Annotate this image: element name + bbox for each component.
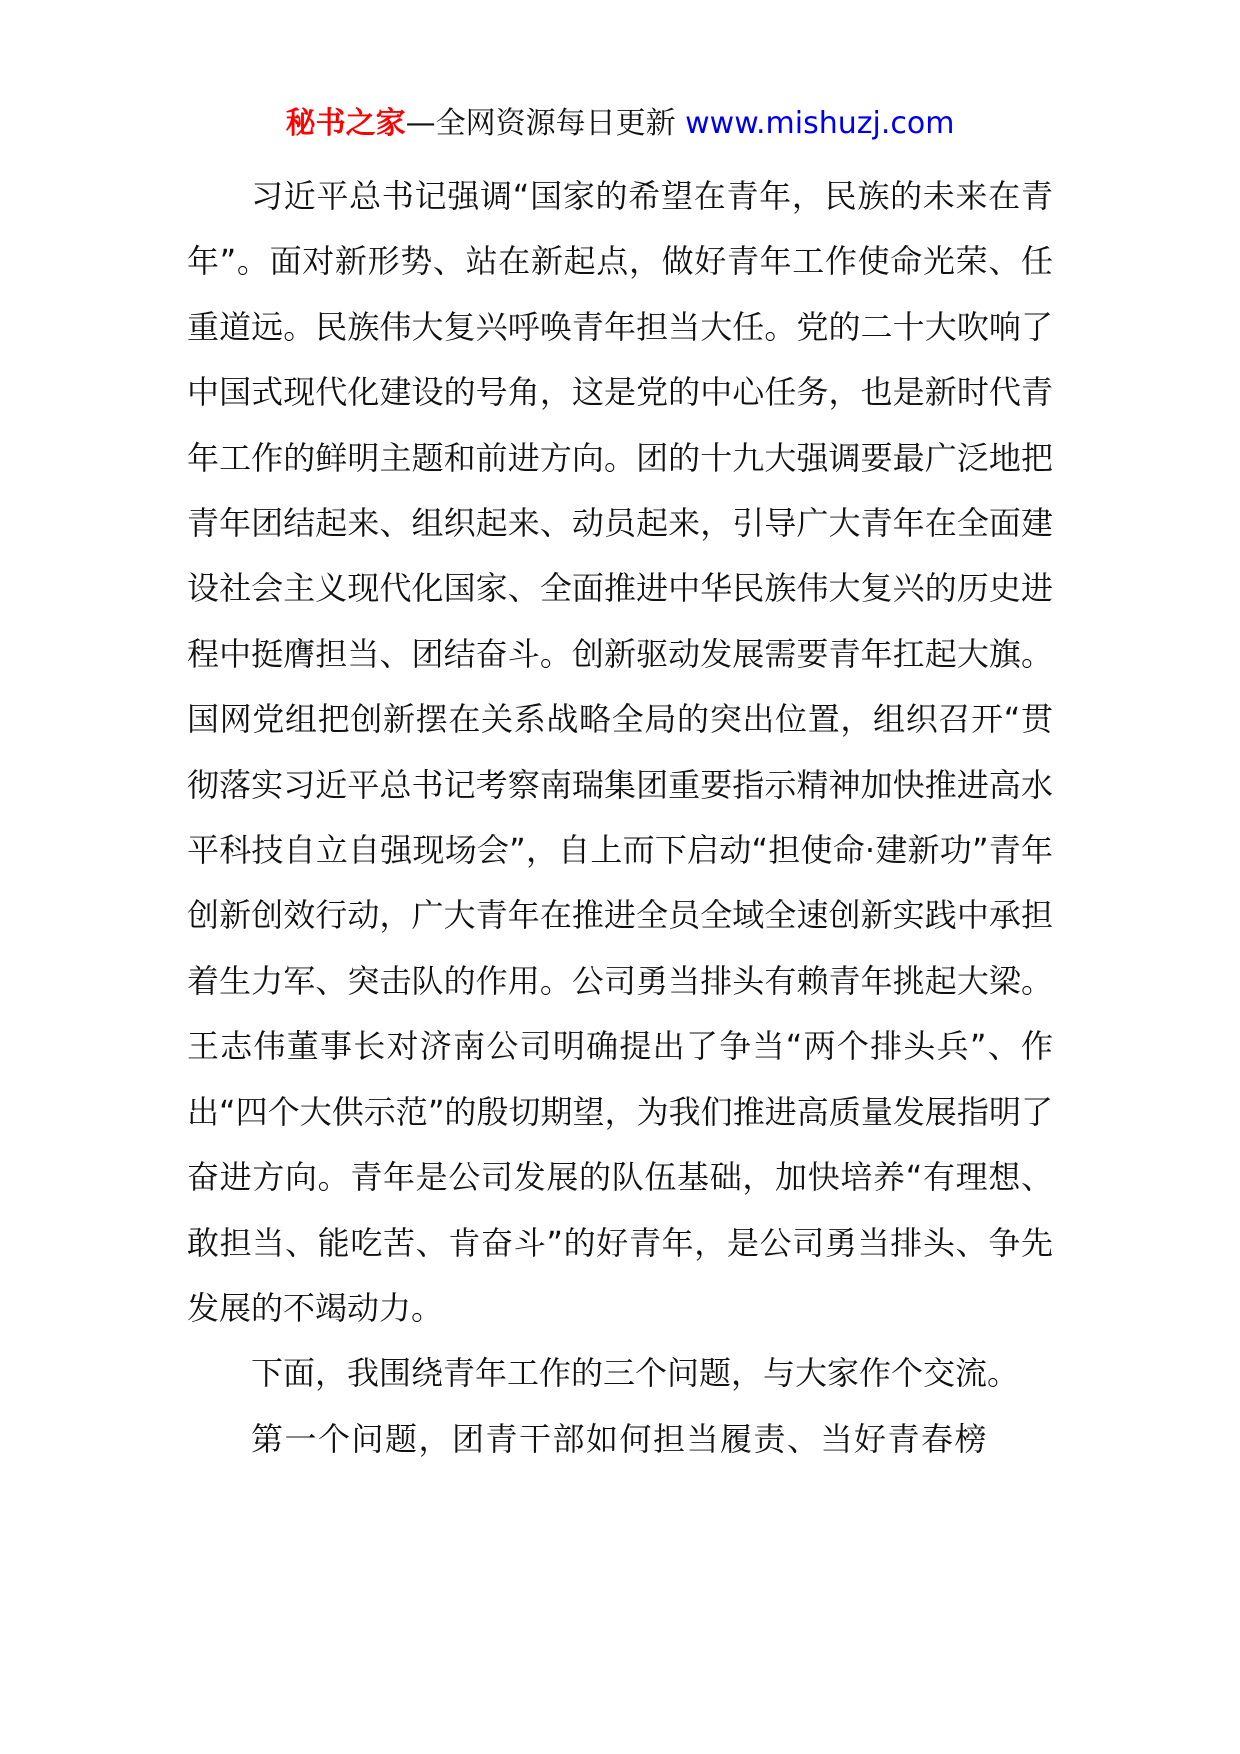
- document-body: [187, 164, 1053, 1472]
- page-header: [0, 102, 1240, 146]
- paragraph-transition: 下面，我围绕青年工作的三个问题，与大家作个交流。: [251, 1354, 1020, 1393]
- paragraph-intro: 习近平总书记强调“国家的希望在青年，民族的未来在青年”。面对新形势、站在新起点，做好青年工作使命光荣、任重道远。民族伟大复兴呼唤青年担当大任。党的二十大吹响了中国式现代化建设的号角，这是党的中心任务，也是新时代青年工作的鲜明主题和前进方向。团的十九大强调要最广泛地把青年团结起来、组织起来、动员起来，引导广大青年在全面建设社会主义现代化国家、全面推进中华民族伟大复兴的历史进程中挺膺担当、团结奋斗。创新驱动发展需要青年扛起大旗。国网党组把创新摆在关系战略全局的突出位置，组织召开“贯彻落实习近平总书记考察南瑞集团重要指示精神加快推进高水平科技自立自强现场会”，自上而下启动“担使命·建新功”青年创新创效行动，广大青年在推进全员全域全速创新实践中承担着生力军、突击队的作用。公司勇当排头有赖青年挑起大梁。王志伟董事长对济南公司明确提出了争当“两个排头兵”、作出“四个大供示范”的殷切期望，为我们推进高质量发展指明了奋进方向。青年是公司发展的队伍基础，加快培养“有理想、敢担当、能吃苦、肯奋斗”的好青年，是公司勇当排头、争先发展的不竭动力。: [187, 177, 1053, 1327]
- header-brand: 秘书之家: [285, 106, 406, 141]
- paragraph-first-question: 第一个问题，团青干部如何担当履责、当好青春榜: [251, 1419, 989, 1458]
- header-tagline: —全网资源每日更新: [405, 106, 676, 141]
- header-url-link[interactable]: www.mishuzj.com: [685, 106, 955, 141]
